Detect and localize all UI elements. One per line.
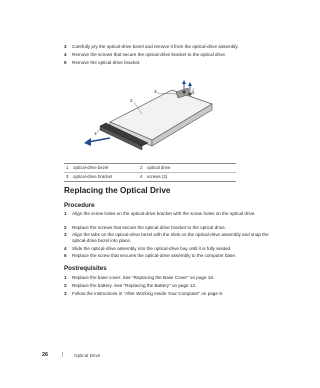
step-number: 4	[64, 246, 67, 251]
step-text: Align the screw holes on the optical-drive bracket with the screw holes on the optical drive.	[72, 211, 256, 216]
step-number: 1	[64, 211, 67, 216]
step-number: 2	[64, 283, 67, 288]
legend-top-rule	[64, 163, 236, 164]
step-text: Carefully pry the optical-drive bezel and remove it from the optical-drive assembly.	[72, 44, 239, 49]
step-text: Remove the optical-drive bracket.	[72, 60, 141, 65]
optical-drive-illustration	[80, 80, 220, 160]
step-number: 5	[64, 253, 67, 258]
procedure-heading: Procedure	[64, 202, 95, 209]
step-text: Replace the screws that secure the optical-drive bracket to the optical drive.	[72, 225, 226, 230]
removal-arrow-line	[88, 138, 110, 142]
callout-4: 4	[192, 90, 195, 95]
footer-separator: |	[62, 352, 64, 358]
legend-label-4: screws (2)	[147, 174, 168, 179]
legend-num-1: 1	[66, 165, 69, 170]
step-number: 2	[64, 225, 67, 230]
screw-arrowhead-1	[182, 80, 186, 84]
step-text: Follow the instructions in "After Working Inside Your Computer" on page 9.	[72, 291, 224, 296]
legend-label-3: optical-drive bracket	[73, 174, 113, 179]
legend-mid-rule	[64, 172, 236, 173]
removal-arrow-head	[84, 138, 91, 146]
step-text: Replace the base cover. See "Replacing the Base Cover" on page 18.	[72, 275, 215, 280]
legend-num-3: 3	[66, 174, 69, 179]
page-number: 26	[42, 352, 48, 358]
step-text: Remove the screws that secure the optical-drive bracket to the optical drive.	[72, 52, 227, 57]
step-number: 3	[64, 44, 67, 49]
screw-arrowhead-2	[188, 82, 192, 86]
step-text: Replace the screw that secures the optical-drive assembly to the computer base.	[72, 253, 237, 258]
callout-2: 2	[130, 98, 133, 103]
screw-1	[182, 90, 185, 93]
section-title: Replacing the Optical Drive	[64, 186, 171, 195]
step-text: Align the tabs on the optical-drive bezel with the slots on the optical-drive assembly and snap the optical-drive bezel into place.	[72, 232, 269, 243]
legend-label-1: optical-drive bezel	[73, 165, 109, 170]
step-text: Replace the battery. See "Replacing the Battery" on page 13.	[72, 283, 197, 288]
legend-num-2: 2	[140, 165, 143, 170]
legend-num-4: 4	[140, 174, 143, 179]
postrequisites-heading: Postrequisites	[64, 265, 107, 272]
step-number: 3	[64, 232, 67, 237]
step-number: 4	[64, 52, 67, 57]
legend-bottom-rule	[64, 181, 236, 182]
callout-1: 1	[94, 131, 97, 136]
chapter-title: Optical Drive	[74, 352, 101, 358]
step-number: 5	[64, 60, 67, 65]
legend-label-2: optical drive	[147, 165, 171, 170]
callout-3: 3	[154, 89, 157, 94]
step-text: Slide the optical-drive assembly into the optical-drive bay until it is fully seated.	[72, 246, 232, 251]
step-number: 1	[64, 275, 67, 280]
step-number: 3	[64, 291, 67, 296]
